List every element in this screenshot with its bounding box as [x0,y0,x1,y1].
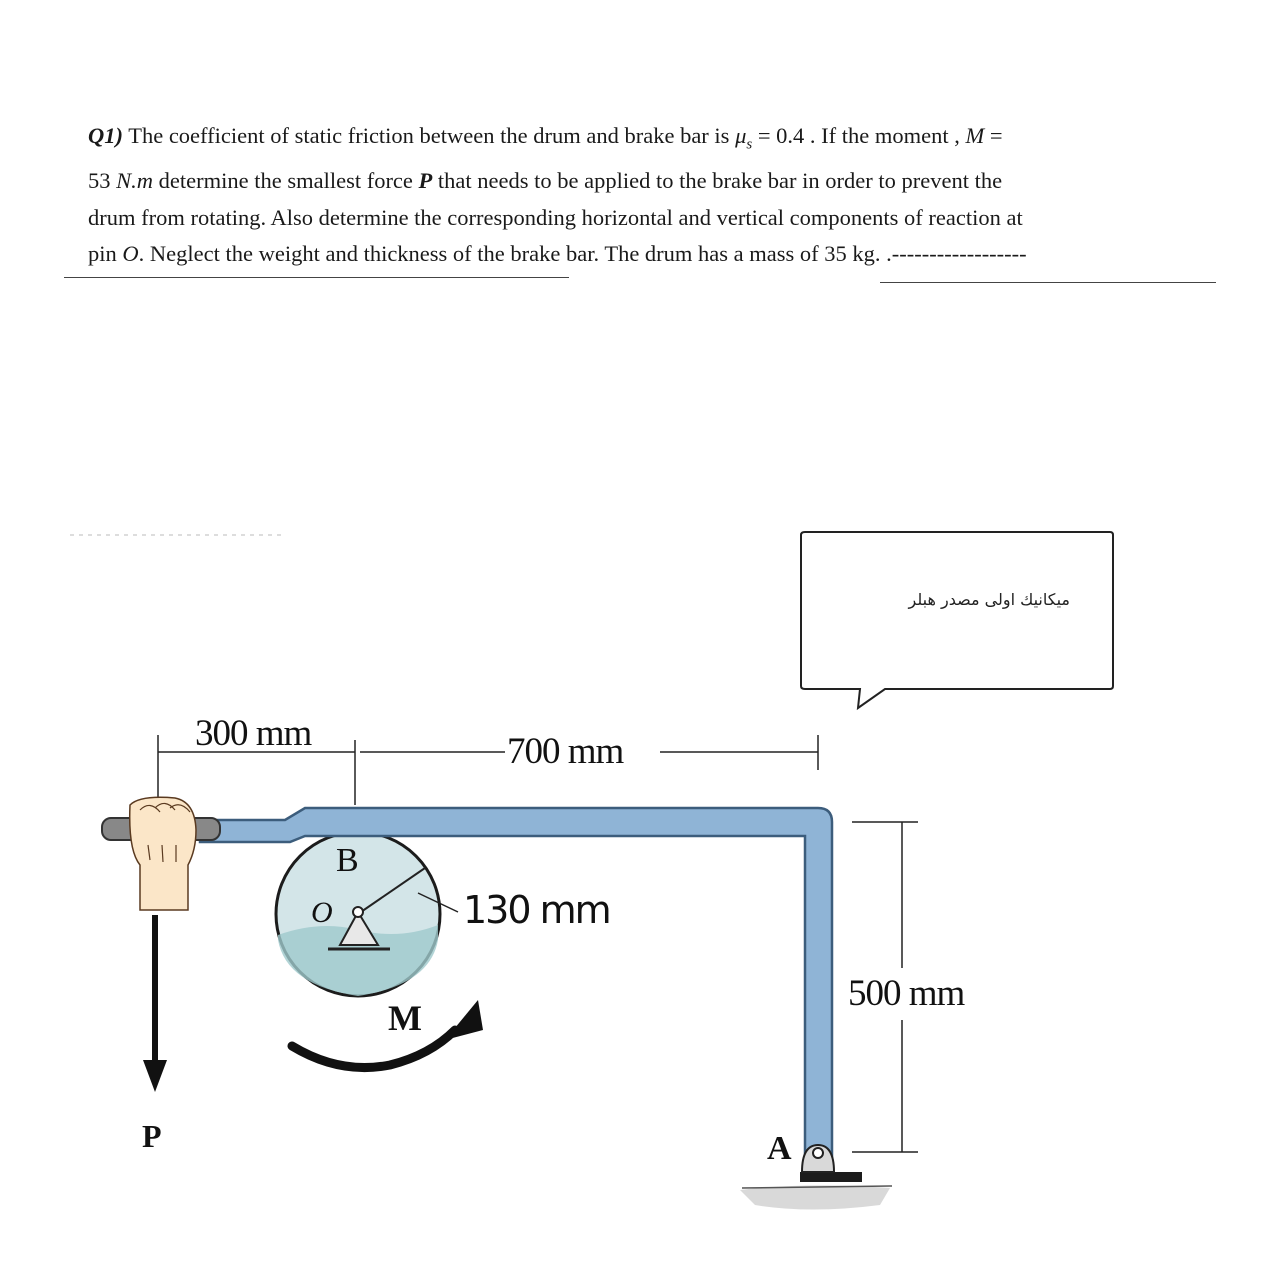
question-text-part: = [989,123,1003,148]
question-text-part: The coefficient of static friction between the drum and brake bar is [128,123,730,148]
moment-value: 53 [88,168,111,193]
pin-a [813,1148,823,1158]
moment-symbol: M [965,123,985,148]
mu-symbol: $\mu_s$ [735,123,753,153]
force-symbol: P [418,168,433,193]
question-text-part: pin [88,241,117,266]
label-p: P [142,1118,162,1154]
label-b: B [336,842,359,879]
question-text-part: determine the smallest force [158,168,413,193]
dim-500-label: 500 mm [848,973,965,1014]
question-line-3: drum from rotating. Also determine the corresponding horizontal and vertical components of reaction at [88,204,1023,230]
question-text-part: . Neglect the weight and thickness of the brake bar. The drum has a mass of 35 kg. .------------------ [138,241,1027,266]
ground [740,1185,890,1209]
dim-300-label: 300 mm [195,713,312,754]
label-a: A [767,1130,792,1167]
label-o: O [311,896,333,929]
pin-o [353,907,363,917]
question-text-part: = 0.4 . If the moment , [757,123,960,148]
label-m: M [388,998,422,1038]
speech-bubble [801,532,1113,708]
force-p-arrowhead [143,1060,167,1092]
dim-130-label: 130 mm [463,888,610,932]
pin-symbol: O [122,241,139,266]
question-number: Q1) [88,123,123,148]
dim-700-label: 700 mm [507,731,624,772]
moment-unit: N.m [116,168,154,193]
pin-a-base [800,1172,862,1182]
moment-m-arrowhead [445,1000,483,1040]
question-text-part: that needs to be applied to the brake bar in order to prevent the [437,168,1003,193]
note-bubble-text: ميكانيك اولى مصدر هبلر [908,590,1070,609]
moment-m-arc [292,1030,455,1068]
